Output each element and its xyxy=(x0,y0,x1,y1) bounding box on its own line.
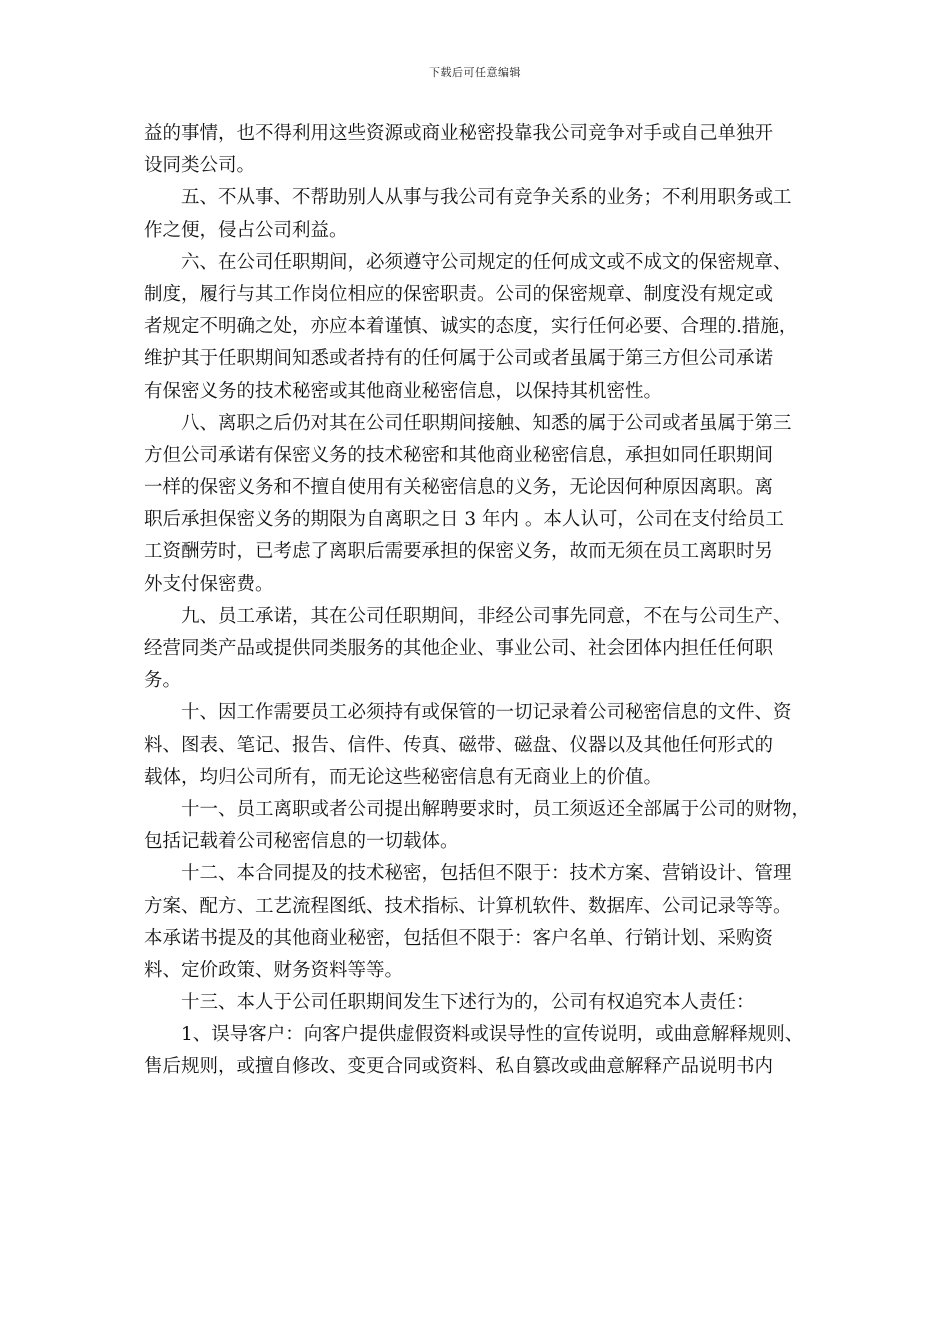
text-line: 九、员工承诺，其在公司任职期间，非经公司事先同意，不在与公司生产、 xyxy=(181,605,792,627)
text-line: 有保密义务的技术秘密或其他商业秘密信息，以保持其机密性。 xyxy=(144,380,663,402)
text-line: 料、图表、笔记、报告、信件、传真、磁带、磁盘、仪器以及其他任何形式的 xyxy=(144,734,774,756)
text-line: 外支付保密费。 xyxy=(144,573,274,595)
text-line: 六、在公司任职期间，必须遵守公司规定的任何成文或不成文的保密规章、 xyxy=(181,251,792,273)
text-line: 方但公司承诺有保密义务的技术秘密和其他商业秘密信息，承担如同任职期间 xyxy=(144,444,774,466)
text-line: 益的事情，也不得利用这些资源或商业秘密投靠我公司竞争对手或自己单独开 xyxy=(144,123,774,144)
text-line: 五、不从事、不帮助别人从事与我公司有竞争关系的业务；不利用职务或工 xyxy=(181,187,792,209)
text-line: 职后承担保密义务的期限为自离职之日 3 年内 。本人认可，公司在支付给员工 xyxy=(144,509,784,531)
text-line: 包括记载着公司秘密信息的一切载体。 xyxy=(144,831,459,853)
text-line: 维护其于任职期间知悉或者持有的任何属于公司或者虽属于第三方但公司承诺 xyxy=(144,348,774,370)
text-line: 方案、配方、工艺流程图纸、技术指标、计算机软件、数据库、公司记录等等。 xyxy=(144,895,792,917)
text-line: 设同类公司。 xyxy=(144,155,256,177)
text-line: 务。 xyxy=(144,670,182,692)
text-line: 1、误导客户：向客户提供虚假资料或误导性的宣传说明，或曲意解释规则、 xyxy=(181,1024,804,1046)
text-line: 者规定不明确之处，亦应本着谨慎、诚实的态度，实行任何必要、合理的.措施， xyxy=(144,316,798,338)
text-line: 十三、本人于公司任职期间发生下述行为的，公司有权追究本人责任： xyxy=(181,992,755,1014)
text-line: 八、离职之后仍对其在公司任职期间接触、知悉的属于公司或者虽属于第三 xyxy=(181,412,792,434)
text-line: 本承诺书提及的其他商业秘密，包括但不限于：客户名单、行销计划、采购资 xyxy=(144,927,774,949)
text-line: 载体，均归公司所有，而无论这些秘密信息有无商业上的价值。 xyxy=(144,766,663,788)
text-line: 经营同类产品或提供同类服务的其他企业、事业公司、社会团体内担任任何职 xyxy=(144,638,774,659)
text-line: 十、因工作需要员工必须持有或保管的一切记录着公司秘密信息的文件、资 xyxy=(181,702,792,724)
text-line: 工资酬劳时，已考虑了离职后需要承担的保密义务，故而无须在员工离职时另 xyxy=(144,541,774,563)
text-line: 售后规则，或擅自修改、变更合同或资料、私自篡改或曲意解释产品说明书内 xyxy=(144,1056,774,1078)
text-line: 作之便，侵占公司利益。 xyxy=(144,219,348,241)
text-line: 制度，履行与其工作岗位相应的保密职责。公司的保密规章、制度没有规定或 xyxy=(144,283,774,305)
text-line: 十一、员工离职或者公司提出解聘要求时，员工须返还全部属于公司的财物， xyxy=(181,798,811,820)
text-line: 料、定价政策、财务资料等等。 xyxy=(144,959,404,981)
page-header: 下载后可任意编辑 xyxy=(429,66,521,79)
text-line: 一样的保密义务和不擅自使用有关秘密信息的义务，无论因何种原因离职。离 xyxy=(144,477,774,499)
text-line: 十二、本合同提及的技术秘密，包括但不限于：技术方案、营销设计、管理 xyxy=(181,863,792,885)
document-body xyxy=(144,118,820,1084)
